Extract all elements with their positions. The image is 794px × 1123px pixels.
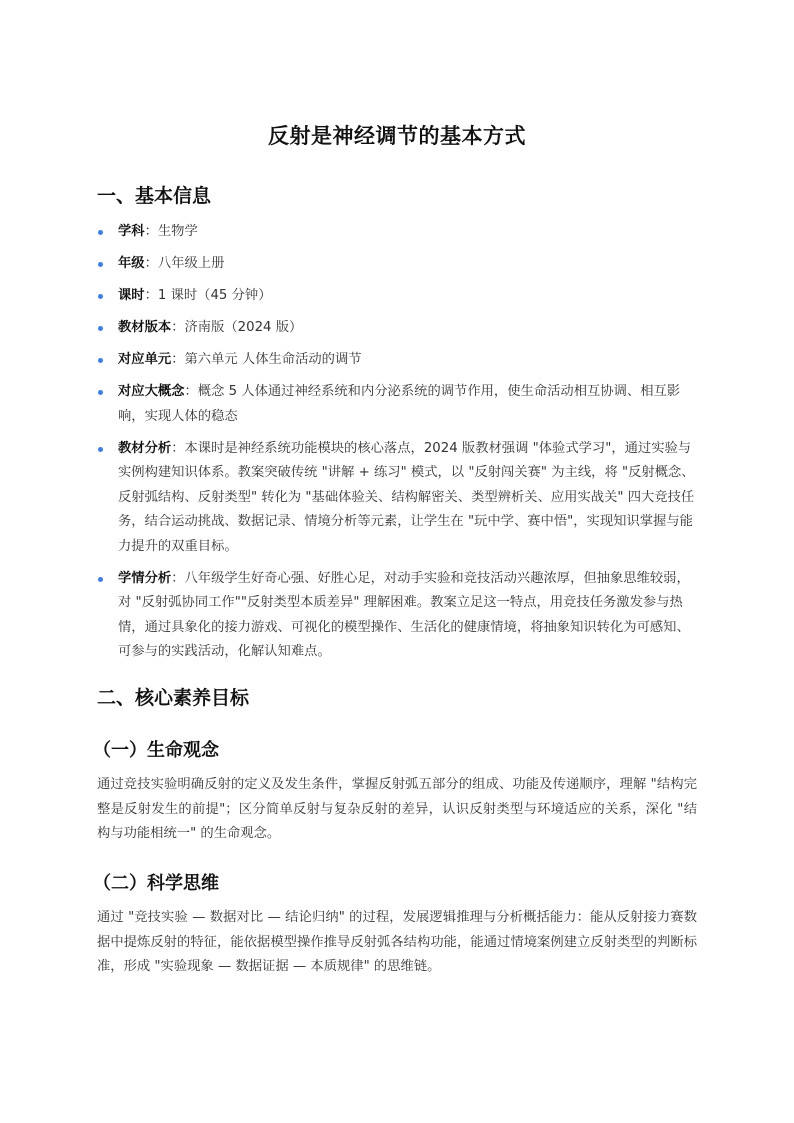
item-separator: ： — [144, 256, 158, 271]
bullet-icon — [98, 326, 103, 331]
list-item — [97, 220, 697, 245]
item-separator: ： — [171, 320, 185, 335]
item-label: 学科 — [118, 224, 145, 239]
list-item — [97, 284, 697, 309]
subsection-heading-scientific-thinking: （二）科学思维 — [93, 873, 219, 894]
item-label: 课时 — [118, 288, 145, 303]
basic-info-list — [97, 220, 697, 672]
item-label: 年级 — [118, 256, 145, 271]
item-value: 八年级上册 — [157, 256, 225, 271]
item-separator: ： — [171, 440, 185, 456]
section-heading-core-literacy: 二、核心素养目标 — [97, 687, 250, 709]
bullet-icon — [98, 577, 103, 582]
item-separator: ： — [171, 352, 185, 367]
item-value: 1 课时（45 分钟） — [157, 288, 272, 303]
list-item — [97, 316, 697, 341]
item-value: 概念 5 人体通过神经系统和内分泌系统的调节作用，使生命活动相互协调、相互影响，实现人体的稳态 — [118, 384, 681, 424]
item-separator: ： — [144, 224, 158, 239]
item-label: 教材版本 — [118, 320, 172, 335]
list-item — [97, 348, 697, 373]
bullet-icon — [98, 358, 103, 363]
item-value: 济南版（2024 版） — [184, 320, 303, 335]
paragraph-scientific-thinking: 通过 "竞技实验 — 数据对比 — 结论归纳" 的过程，发展逻辑推理与分析概括能力：能从反射接力赛数据中提炼反射的特征，能依据模型操作推导反射弧各结构功能，能通过情境案例建立反射类型的判断标准，形成 "实验现象 — 数据证据 — 本质规律" 的思维链。 — [97, 910, 697, 974]
bullet-icon — [98, 390, 103, 395]
bullet-icon — [98, 294, 103, 299]
item-value: 八年级学生好奇心强、好胜心足，对动手实验和竞技活动兴趣浓厚，但抽象思维较弱，对 "反射弧协同工作""反射类型本质差异" 理解困难。教案立足这一特点，用竞技任务激发参与热情，通过具象化的接力游戏、可视化的模型操作、生活化的健康情境，将抽象知识转化为可感知、可参与的实践活动，化解认知难点。 — [118, 570, 690, 659]
page-title: 反射是神经调节的基本方式 — [268, 124, 526, 148]
item-value: 本课时是神经系统功能模块的核心落点，2024 版教材强调 "体验式学习"，通过实验与实例构建知识体系。教案突破传统 "讲解 + 练习" 模式，以 "反射闯关赛" 为主线，将 "反射概念、反射弧结构、反射类型" 转化为 "基础体验关、结构解密关、类型辨析关、应用实战关" 四大竞技任务，结合运动挑战、数据记录、情境分析等元素，让学生在 "玩中学、赛中悟"，实现知识掌握与能力提升的双重目标。 — [118, 440, 695, 554]
item-value: 第六单元 人体生命活动的调节 — [184, 352, 362, 367]
bullet-icon — [98, 230, 103, 235]
bullet-icon — [98, 447, 103, 452]
bullet-icon — [98, 262, 103, 267]
subsection-heading-life-concept: （一）生命观念 — [93, 740, 219, 761]
paragraph-life-concept: 通过竞技实验明确反射的定义及发生条件，掌握反射弧五部分的组成、功能及传递顺序，理解 "结构完整是反射发生的前提"；区分简单反射与复杂反射的差异，认识反射类型与环境适应的关系，深化 "结构与功能相统一" 的生命观念。 — [97, 777, 697, 841]
item-separator: ： — [144, 288, 158, 303]
section-heading-basic-info: 一、基本信息 — [97, 185, 212, 207]
item-label: 教材分析 — [118, 440, 172, 456]
list-item — [97, 252, 697, 277]
item-value: 生物学 — [157, 224, 198, 239]
list-item — [97, 567, 697, 665]
item-separator: ： — [184, 384, 198, 399]
item-label: 学情分析 — [118, 570, 172, 586]
list-item — [97, 437, 697, 560]
item-separator: ： — [171, 570, 185, 586]
item-label: 对应大概念 — [118, 384, 185, 399]
item-label: 对应单元 — [118, 352, 172, 367]
list-item — [97, 380, 697, 429]
